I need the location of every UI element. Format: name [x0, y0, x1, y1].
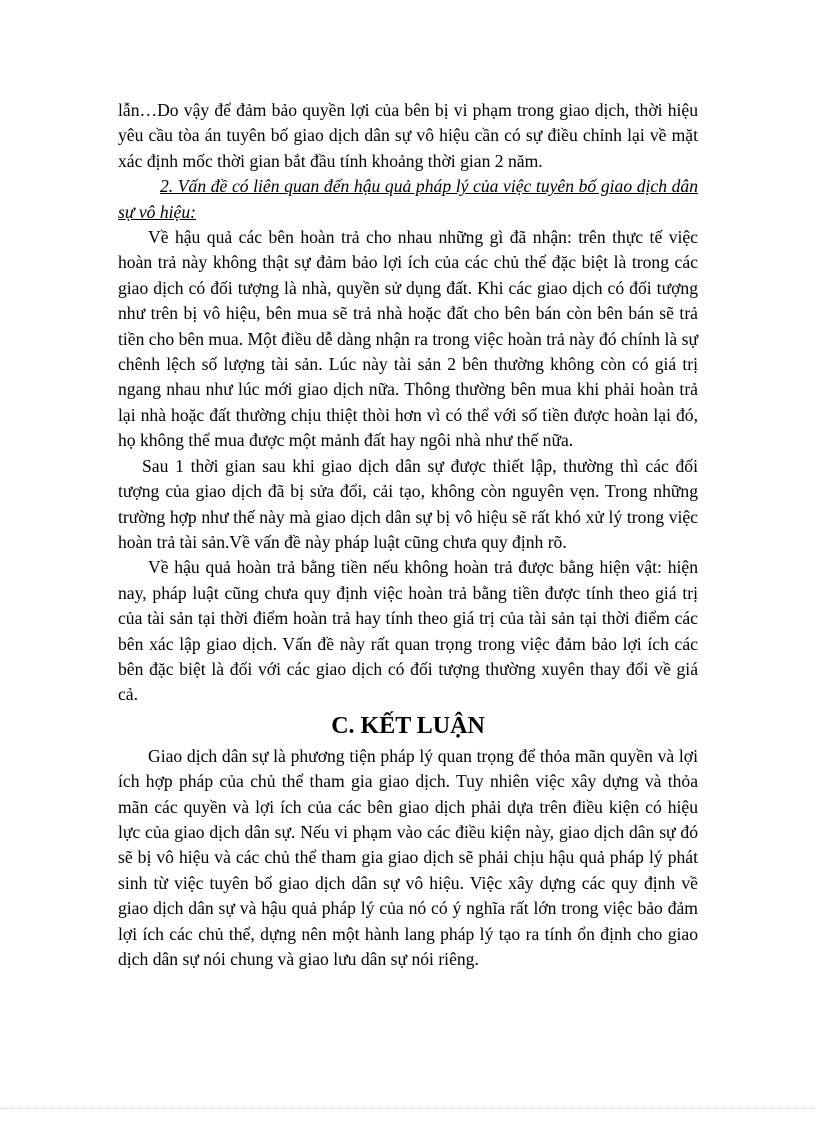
page-bottom-divider: [0, 1108, 816, 1109]
conclusion-heading: C. KẾT LUẬN: [331, 712, 485, 739]
consequence-paragraph-2: Sau 1 thời gian sau khi giao dịch dân sự được thiết lập, thường thì các đối tượng của giao dịch đã bị sửa đổi, cải tạo, không còn nguyên vẹn. Trong những trường hợp như thế này mà giao dịch dân sự bị vô hiệu sẽ rất khó xử lý trong việc hoàn trả tài sản.Về vấn đề này pháp luật cũng chưa quy định rõ.: [118, 455, 698, 552]
consequence-paragraph-3: Về hậu quả hoàn trả bằng tiền nếu không hoàn trả được bằng hiện vật: hiện nay, pháp luật cũng chưa quy định việc hoàn trả bằng tiền được tính theo giá trị của tài sản tại thời điểm hoàn trả hay tính theo giá trị của tài sản tại thời điểm các bên xác lập giao dịch. Vấn đề này rất quan trọng trong việc đảm bảo lợi ích các bên đặc biệt là đối với các giao dịch có đối tượng thường xuyên thay đổi về giá cả.: [118, 557, 698, 705]
document-body: [118, 98, 698, 972]
conclusion-paragraph: Giao dịch dân sự là phương tiện pháp lý quan trọng để thỏa mãn quyền và lợi ích hợp pháp của chủ thể tham gia giao dịch. Tuy nhiên việc xây dựng và thỏa mãn các quyền và lợi ích của các bên giao dịch phải dựa trên điều kiện có hiệu lực của giao dịch dân sự. Nếu vi phạm vào các điều kiện này, giao dịch dân sự đó sẽ bị vô hiệu và các chủ thể tham gia giao dịch sẽ phải chịu hậu quả pháp lý phát sinh từ việc tuyên bố giao dịch dân sự vô hiệu. Việc xây dựng các quy định về giao dịch dân sự và hậu quả pháp lý của nó có ý nghĩa rất lớn trong việc bảo đảm lợi ích các chủ thể, dựng nên một hành lang pháp lý tạo ra tính ổn định cho giao dịch dân sự nói chung và giao lưu dân sự nói riêng.: [118, 745, 698, 969]
intro-paragraph: lẫn…Do vậy để đảm bảo quyền lợi của bên bị vi phạm trong giao dịch, thời hiệu yêu cầu tòa án tuyên bố giao dịch dân sự vô hiệu cần có sự điều chỉnh lại về mặt xác định mốc thời gian bắt đầu tính khoảng thời gian 2 năm.: [118, 100, 698, 171]
section-2-heading: 2. Vấn đề có liên quan đến hậu quả pháp lý của việc tuyên bố giao dịch dân sự vô hiệu:: [118, 176, 698, 222]
consequence-paragraph-1: Về hậu quả các bên hoàn trả cho nhau những gì đã nhận: trên thực tế việc hoàn trả này không thật sự đảm bảo lợi ích của các chủ thể đặc biệt là trong các giao dịch có đối tượng là nhà, quyền sử dụng đất. Khi các giao dịch có đối tượng như trên bị vô hiệu, bên mua sẽ trả nhà hoặc đất cho bên bán còn bên bán sẽ trả tiền cho bên mua. Một điều dễ dàng nhận ra trong việc hoàn trả này đó chính là sự chênh lệch số lượng tài sản. Lúc này tài sản 2 bên thường không còn có giá trị ngang nhau như lúc mới giao dịch nữa. Thông thường bên mua khi phải hoàn trả lại nhà hoặc đất thường chịu thiệt thòi hơn vì có thể với số tiền được hoàn lại đó, họ không thể mua được một mảnh đất hay ngôi nhà như thế nữa.: [118, 227, 698, 451]
